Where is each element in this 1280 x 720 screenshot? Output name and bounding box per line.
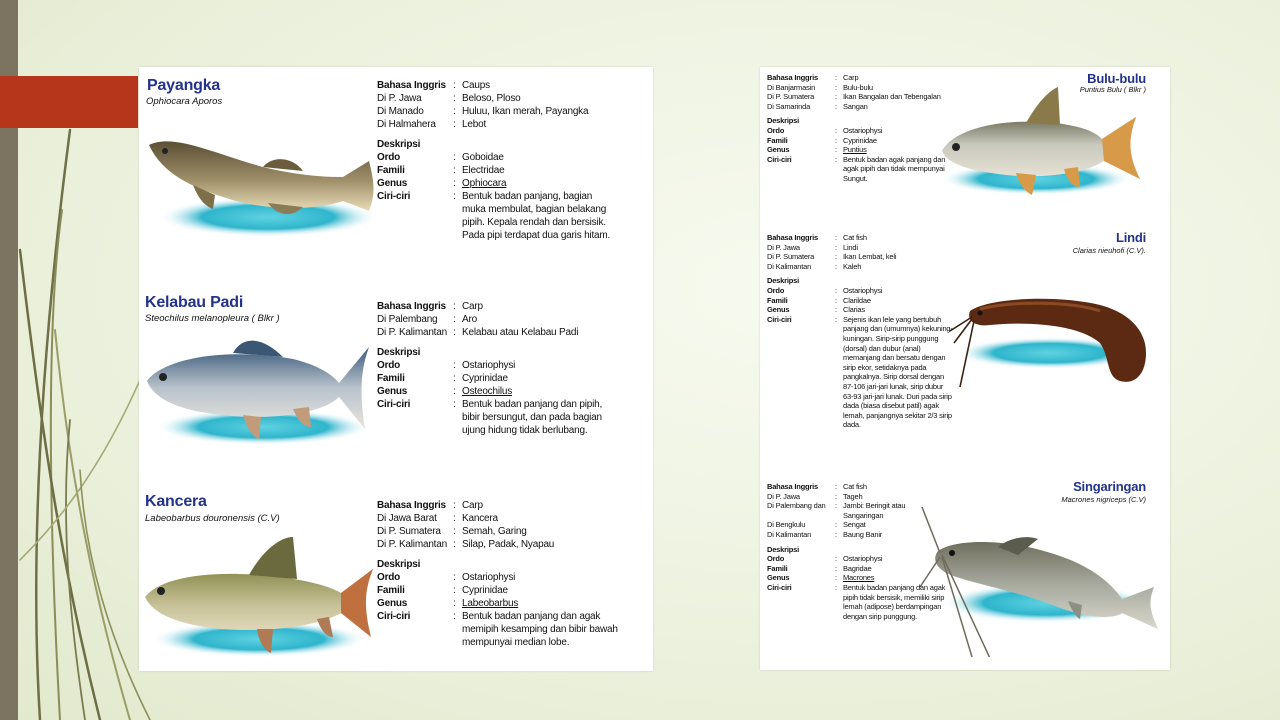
lindi-catfish-image (950, 291, 1160, 401)
field-label: Di Palembang (377, 314, 438, 325)
field-label: Di P. Jawa (767, 242, 800, 252)
field-value: Ikan Lembat, keli (843, 252, 897, 262)
fish-scientific-name: Labeobarbus douronensis (C.V) (145, 513, 280, 524)
field-value: Cat fish (843, 233, 867, 242)
field-label: Di Samarinda (767, 101, 811, 111)
ordo-label: Ordo (377, 572, 401, 583)
famili-value: Cyprinidae (462, 585, 508, 596)
field-label: Bahasa Inggris (767, 233, 818, 242)
ordo-value: Ostariophysi (843, 125, 883, 135)
ciri-label: Ciri-ciri (767, 582, 792, 592)
famili-value: Bagridae (843, 563, 872, 573)
field-value: Jambi: Beringit atau Sangaringan (843, 501, 906, 520)
field-label: Di P. Kalimantan (377, 327, 447, 338)
lindi-info: Bahasa Inggris : Cat fish Di P. Jawa : Lindi Di P. Sumatera : Ikan Lembat, keli Di Kalimantan : Kaleh Deskripsi Ordo : Ostariophysi Famili : Clarildae Genus : Clarias Ciri-ciri : Sejenis ikan lele yang bertubuh panjang dan (umumnya) kekuning-kuningan. Sirip-sirip punggung (dorsal) dan dubur (anal) memanjang dan bersatu dengan sirip ekor, setidaknya pada pangkalnya. Sirip dorsal dengan 87-106 jari-jari lunak, sirip dubur 63-93 jari-jari lunak. Duri pada sirip dada (biasa disebut patil) agak lemah, panjangnya sekitar 2/3 sirip dada. (767, 233, 967, 430)
ordo-label: Ordo (767, 285, 785, 295)
genus-label: Genus (377, 178, 408, 189)
genus-label: Genus (377, 386, 408, 397)
field-label: Bahasa Inggris (377, 80, 446, 91)
field-label: Di Halmahera (377, 119, 436, 130)
field-label: Di Kalimantan (767, 529, 812, 539)
red-accent-tab (0, 76, 138, 128)
field-value: Ikan Bangalan dan Tebengalan (843, 92, 941, 102)
bulu-bulu-info: Bahasa Inggris : Carp Di Banjarmasin : Bulu-bulu Di P. Sumatera : Ikan Bangalan dan Tebengalan Di Samarinda : Sangan Deskripsi Ordo : Ostariophysi Famili : Cyprinidae Genus : Puntius Ciri-ciri : Bentuk badan agak panjang dan agak pipih dan tidak mempunyai Sungut. (767, 73, 967, 184)
field-label: Di Bengkulu (767, 520, 806, 530)
field-value: Baung Banir (843, 529, 883, 539)
famili-label: Famili (767, 295, 788, 305)
field-label: Di P. Kalimantan (377, 539, 447, 550)
description-heading: Deskripsi (377, 347, 421, 358)
description-heading: Deskripsi (377, 559, 421, 570)
fish-title: Kelabau Padi (145, 294, 244, 311)
genus-value: Clarias (843, 305, 865, 315)
field-value: Kelabau atau Kelabau Padi (462, 327, 579, 338)
genus-label: Genus (767, 305, 790, 315)
field-value: Aro (462, 314, 477, 325)
ciri-value: Bentuk badan panjang, bagian muka membulat, bagian belakang pipih. Kepala rendah dan bersisik. Pada pipi terdapat dua garis hitam. (462, 191, 611, 241)
kelabau-padi-fish-image (143, 329, 375, 447)
ciri-value: Bentuk badan panjang dan pipih, bibir bersungut, dan pada bagian ujung hidung tidak berlubang. (462, 399, 603, 436)
ciri-label: Ciri-ciri (767, 154, 792, 164)
ordo-label: Ordo (377, 152, 401, 163)
genus-value: Macrones (843, 573, 875, 583)
field-value: Bulu-bulu (843, 82, 873, 92)
field-label: Di Banjarmasin (767, 82, 816, 92)
genus-value: Ophiocara (462, 178, 507, 189)
ordo-value: Ostariophysi (462, 360, 516, 371)
genus-label: Genus (767, 145, 790, 155)
ciri-label: Ciri-ciri (377, 191, 411, 202)
left-catalog-page (139, 67, 653, 671)
field-value: Tageh (843, 491, 863, 501)
field-label: Bahasa Inggris (767, 482, 818, 491)
famili-label: Famili (377, 165, 405, 176)
ciri-label: Ciri-ciri (767, 314, 792, 324)
ordo-value: Goboidae (462, 152, 504, 163)
ordo-value: Ostariophysi (843, 554, 883, 564)
field-value: Kancera (462, 513, 498, 524)
ordo-value: Ostariophysi (843, 285, 883, 295)
description-heading: Deskripsi (767, 116, 799, 126)
fish-scientific-name: Puntius Bulu ( Blkr ) (1079, 85, 1146, 94)
field-value: Silap, Padak, Nyapau (462, 539, 555, 550)
famili-value: Cyprinidae (843, 135, 877, 145)
genus-value: Labeobarbus (462, 598, 519, 609)
fish-title: Singaringan (1073, 479, 1146, 494)
field-value: Lebot (462, 119, 487, 130)
field-value: Huluu, Ikan merah, Payangka (462, 106, 589, 117)
fish-title: Payangka (147, 77, 221, 94)
singaringan-info: Bahasa Inggris : Cat fish Di P. Jawa : Tageh Di Palembang dan : Jambi: Beringit atau Sangaringan Di Bengkulu : Sengat Di Kalimantan : Baung Banir Deskripsi Ordo : Ostariophysi Famili : Bagridae Genus : Macrones Ciri-ciri : Bentuk badan panjang dan agak pipih tidak bersisik, memiliki sirip lemah (adipose) berdampingan dengan sirip punggung. (767, 482, 967, 621)
famili-label: Famili (377, 585, 405, 596)
field-value: Semah, Garing (462, 526, 527, 537)
description-heading: Deskripsi (767, 276, 799, 286)
field-value: Cat fish (843, 482, 867, 491)
field-label: Bahasa Inggris (767, 73, 818, 82)
field-label: Di P. Sumatera (377, 526, 441, 537)
field-value: Sangan (843, 101, 868, 111)
fish-scientific-name: Steochilus melanopleura ( Blkr ) (145, 313, 280, 324)
field-value: Lindi (843, 242, 858, 252)
bulu-bulu-fish-image (936, 87, 1168, 207)
field-value: Kaleh (843, 261, 862, 271)
field-value: Beloso, Ploso (462, 93, 521, 104)
fish-scientific-name: Macrones nigriceps (C.V) (1061, 495, 1146, 504)
genus-value: Puntius (843, 145, 867, 155)
payangka-fish-image (143, 125, 375, 243)
famili-label: Famili (767, 563, 788, 573)
description-heading: Deskripsi (767, 544, 799, 554)
payangka-info: Bahasa Inggris : Caups Di P. Jawa : Beloso, Ploso Di Manado : Huluu, Ikan merah, Payangka Di Halmahera : Lebot Deskripsi Ordo : Goboidae Famili : Electridae Genus : Ophiocara Ciri-ciri : Bentuk badan panjang, bagian muka membulat, bagian belakang pipih. Kepala rendah dan bersisik. Pada pipi terdapat dua garis hitam. (377, 79, 642, 242)
fish-title: Bulu-bulu (1087, 71, 1146, 86)
fish-scientific-name: Clarias nieuhofi (C.V). (1072, 246, 1146, 255)
field-label: Di P. Jawa (377, 93, 422, 104)
ciri-label: Ciri-ciri (377, 611, 411, 622)
ordo-label: Ordo (377, 360, 401, 371)
famili-value: Cyprinidae (462, 373, 508, 384)
ciri-value: Sejenis ikan lele yang bertubuh panjang dan (umumnya) kekuning-kuningan. Sirip-sirip punggung (dorsal) dan dubur (anal) memanjang dan bersatu dengan sirip ekor, setidaknya pada pangkalnya. Sirip dorsal dengan 87-106 jari-jari lunak, sirip dubur 63-93 jari-jari lunak. Duri pada sirip dada (biasa disebut patil) agak lemah, panjangnya sekitar 2/3 sirip dada. (843, 314, 953, 430)
field-value: Sengat (843, 520, 866, 530)
field-label: Di Kalimantan (767, 261, 812, 271)
right-catalog-page (760, 67, 1170, 670)
field-label: Bahasa Inggris (377, 301, 446, 312)
famili-label: Famili (377, 373, 405, 384)
fish-title: Lindi (1115, 230, 1146, 245)
ciri-value: Bentuk badan panjang dan agak memipih kesamping dan bibir bawah mempunyai median lobe. (462, 611, 618, 648)
ciri-label: Ciri-ciri (377, 399, 411, 410)
field-label: Di Jawa Barat (377, 513, 437, 524)
ciri-value: Bentuk badan agak panjang dan agak pipih dan tidak mempunyai Sungut. (843, 154, 946, 183)
ciri-value: Bentuk badan panjang dan agak pipih tidak bersisik, memiliki sirip lemah (adipose) berdampingan dengan sirip punggung. (843, 582, 946, 621)
field-value: Carp (462, 500, 483, 511)
field-label: Di P. Jawa (767, 491, 800, 501)
genus-label: Genus (377, 598, 408, 609)
field-value: Caups (462, 80, 490, 91)
field-label: Di Manado (377, 106, 424, 117)
description-heading: Deskripsi (377, 139, 421, 150)
kancera-fish-image (141, 533, 377, 661)
field-value: Carp (843, 73, 859, 82)
fish-title: Kancera (145, 493, 207, 510)
famili-value: Clarildae (843, 295, 871, 305)
genus-value: Osteochilus (462, 386, 513, 397)
field-value: Carp (462, 301, 483, 312)
genus-label: Genus (767, 573, 790, 583)
ordo-label: Ordo (767, 554, 785, 564)
field-label: Di P. Sumatera (767, 92, 815, 102)
kancera-info: Bahasa Inggris : Carp Di Jawa Barat : Kancera Di P. Sumatera : Semah, Garing Di P. Kalimantan : Silap, Padak, Nyapau Deskripsi Ordo : Ostariophysi Famili : Cyprinidae Genus : Labeobarbus Ciri-ciri : Bentuk badan panjang dan agak memipih kesamping dan bibir bawah mempunyai median lobe. (377, 499, 642, 649)
famili-label: Famili (767, 135, 788, 145)
field-label: Di P. Sumatera (767, 252, 815, 262)
ordo-value: Ostariophysi (462, 572, 516, 583)
field-label: Bahasa Inggris (377, 500, 446, 511)
kelabau-padi-info: Bahasa Inggris : Carp Di Palembang : Aro Di P. Kalimantan : Kelabau atau Kelabau Padi Deskripsi Ordo : Ostariophysi Famili : Cyprinidae Genus : Osteochilus Ciri-ciri : Bentuk badan panjang dan pipih, bibir bersungut, dan pada bagian ujung hidung tidak berlubang. (377, 300, 642, 437)
field-label: Di Palembang dan (767, 501, 826, 511)
fish-scientific-name: Ophiocara Aporos (146, 96, 223, 107)
ordo-label: Ordo (767, 125, 785, 135)
famili-value: Electridae (462, 165, 505, 176)
